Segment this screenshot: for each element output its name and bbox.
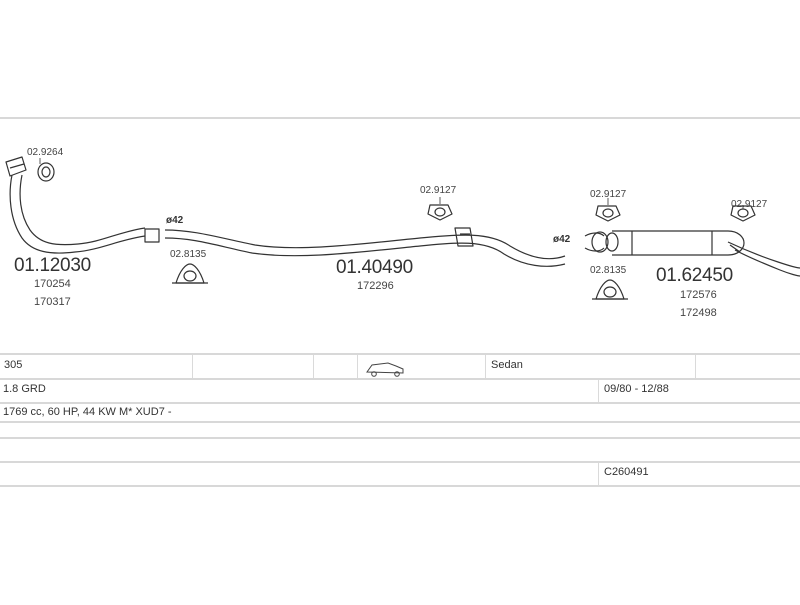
reference-number: 172296: [357, 280, 394, 292]
column-divider: [695, 355, 696, 378]
table-rule: [0, 437, 800, 439]
column-divider: [598, 380, 599, 402]
clamp-label: 02.8135: [590, 265, 627, 276]
engine-name: 1.8 GRD: [3, 383, 46, 395]
clamp-label: 02.9127: [590, 189, 627, 200]
column-divider: [485, 355, 486, 378]
clamp-label: 02.9127: [731, 199, 768, 210]
clamp-label: 02.9127: [420, 185, 457, 196]
column-divider: [313, 355, 314, 378]
table-rule: [0, 402, 800, 404]
diameter-label: ø42: [166, 215, 184, 226]
reference-number: 170317: [34, 296, 71, 308]
clamp-label: 02.9264: [27, 147, 64, 158]
diameter-label: ø42: [553, 234, 571, 245]
rubber-hanger-icon: [172, 264, 208, 283]
column-divider: [192, 355, 193, 378]
reference-number: 170254: [34, 278, 71, 290]
column-divider: [598, 463, 599, 485]
pipe-clamp-icon: [38, 163, 54, 181]
part-number: 01.12030: [14, 255, 91, 276]
table-rule: [0, 421, 800, 423]
table-rule: [0, 378, 800, 380]
catalog-code: C260491: [604, 466, 649, 478]
table-rule: [0, 485, 800, 487]
part-number: 01.40490: [336, 257, 413, 278]
vehicle-model: 305: [4, 359, 23, 371]
sedan-car-icon: [367, 363, 403, 376]
table-rule: [0, 461, 800, 463]
top-border: [0, 117, 800, 119]
reference-number: 172498: [680, 307, 717, 319]
engine-spec: 1769 cc, 60 HP, 44 KW M* XUD7 -: [3, 406, 172, 418]
part-number: 01.62450: [656, 265, 733, 286]
production-years: 09/80 - 12/88: [604, 383, 669, 395]
reference-number: 172576: [680, 289, 717, 301]
pipe-clamp-icon: [596, 206, 620, 221]
pipe-clamp-icon: [428, 205, 452, 220]
rubber-hanger-icon: [592, 280, 628, 299]
column-divider: [357, 355, 358, 378]
front-pipe-drawing: [6, 157, 159, 253]
body-type: Sedan: [491, 359, 523, 371]
clamp-label: 02.8135: [170, 249, 207, 260]
table-rule: [0, 353, 800, 355]
